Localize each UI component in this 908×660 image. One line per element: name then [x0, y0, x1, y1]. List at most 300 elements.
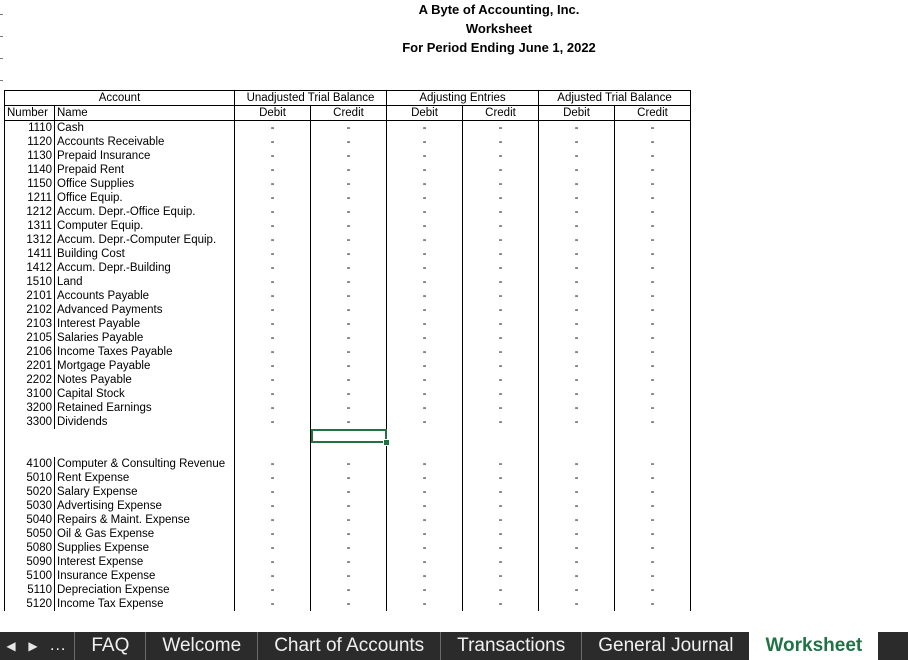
unadj-credit-cell[interactable]: -: [311, 163, 387, 177]
account-name[interactable]: Repairs & Maint. Expense: [55, 513, 235, 527]
adj-debit-cell[interactable]: -: [387, 527, 463, 541]
account-number[interactable]: 5120: [5, 597, 55, 611]
unadj-debit-cell[interactable]: -: [235, 597, 311, 611]
number-header: Number: [5, 106, 55, 121]
company-name: A Byte of Accounting, Inc.: [418, 2, 580, 17]
unadj-credit-cell[interactable]: -: [311, 219, 387, 233]
triangle-right-icon[interactable]: ▶: [28, 639, 38, 653]
unadj-credit-cell[interactable]: -: [311, 597, 387, 611]
unadj-credit-cell[interactable]: -: [311, 261, 387, 275]
adj-debit-cell[interactable]: -: [387, 177, 463, 191]
account-number[interactable]: 1212: [5, 205, 55, 219]
account-name[interactable]: Supplies Expense: [55, 541, 235, 555]
atb-credit-cell[interactable]: -: [615, 121, 691, 136]
more-tabs-button[interactable]: ...: [50, 637, 67, 654]
atb-debit-cell[interactable]: -: [539, 583, 615, 597]
account-number[interactable]: 5100: [5, 569, 55, 583]
atb-credit-cell[interactable]: -: [615, 331, 691, 345]
unadj-debit-cell[interactable]: -: [235, 191, 311, 205]
unadj-credit-cell[interactable]: -: [311, 583, 387, 597]
atb-debit-cell[interactable]: -: [539, 541, 615, 555]
unadj-debit-cell[interactable]: -: [235, 205, 311, 219]
unadj-credit-cell[interactable]: -: [311, 135, 387, 149]
atb-credit-cell[interactable]: -: [615, 527, 691, 541]
account-number[interactable]: 5040: [5, 513, 55, 527]
atb-debit-cell[interactable]: -: [539, 513, 615, 527]
unadj-credit-cell[interactable]: -: [311, 233, 387, 247]
atb-debit-cell[interactable]: -: [539, 247, 615, 261]
account-name[interactable]: Oil & Gas Expense: [55, 527, 235, 541]
adj-credit-cell[interactable]: -: [463, 121, 539, 136]
adj-debit-cell[interactable]: -: [387, 485, 463, 499]
atb-credit-cell[interactable]: -: [615, 359, 691, 373]
unadj-credit-cell[interactable]: -: [311, 569, 387, 583]
adj-debit-cell[interactable]: -: [387, 247, 463, 261]
atb-credit-cell[interactable]: -: [615, 191, 691, 205]
adj-debit-cell[interactable]: -: [387, 359, 463, 373]
table-row: [5, 555, 691, 569]
atb-debit-cell[interactable]: -: [539, 261, 615, 275]
unadj-debit-cell[interactable]: -: [235, 555, 311, 569]
account-name[interactable]: Depreciation Expense: [55, 583, 235, 597]
atb-credit-cell[interactable]: -: [615, 149, 691, 163]
adj-credit-cell[interactable]: -: [463, 261, 539, 275]
atb-credit-cell[interactable]: -: [615, 471, 691, 485]
account-number[interactable]: 3300: [5, 415, 55, 429]
account-number[interactable]: 3200: [5, 401, 55, 415]
atb-credit-cell[interactable]: -: [615, 513, 691, 527]
fill-handle[interactable]: [383, 439, 390, 446]
adj-credit-cell[interactable]: -: [463, 205, 539, 219]
account-name[interactable]: Office Equip.: [55, 191, 235, 205]
unadj-credit-cell[interactable]: -: [311, 317, 387, 331]
unadj-debit-cell[interactable]: -: [235, 275, 311, 289]
table-row: [5, 359, 691, 373]
table-row: [5, 289, 691, 303]
adj-credit-cell[interactable]: -: [463, 345, 539, 359]
unadj-credit-cell[interactable]: -: [311, 149, 387, 163]
atb-credit-cell[interactable]: -: [615, 415, 691, 429]
account-name[interactable]: Land: [55, 275, 235, 289]
table-row: [5, 275, 691, 289]
unadj-credit-cell[interactable]: -: [311, 499, 387, 513]
account-number[interactable]: 3100: [5, 387, 55, 401]
adj-credit-cell[interactable]: -: [463, 583, 539, 597]
asset-liability-equity-rows: [5, 121, 691, 430]
account-number[interactable]: 2202: [5, 373, 55, 387]
adj-debit-cell[interactable]: -: [387, 387, 463, 401]
atb-credit-cell[interactable]: -: [615, 163, 691, 177]
table-row: [5, 233, 691, 247]
account-name[interactable]: Notes Payable: [55, 373, 235, 387]
atb-credit-cell[interactable]: -: [615, 289, 691, 303]
account-number[interactable]: 2102: [5, 303, 55, 317]
atb-debit-cell[interactable]: -: [539, 359, 615, 373]
unadj-debit-cell[interactable]: -: [235, 163, 311, 177]
adj-debit-cell[interactable]: -: [387, 457, 463, 471]
unadj-debit-cell[interactable]: -: [235, 373, 311, 387]
account-name[interactable]: Capital Stock: [55, 387, 235, 401]
adj-debit-cell[interactable]: -: [387, 149, 463, 163]
adj-debit-cell[interactable]: -: [387, 331, 463, 345]
unadj-debit-cell[interactable]: -: [235, 149, 311, 163]
adj-debit-cell[interactable]: -: [387, 569, 463, 583]
adj-debit-cell[interactable]: -: [387, 289, 463, 303]
adj-credit-cell[interactable]: -: [463, 401, 539, 415]
atb-credit-cell[interactable]: -: [615, 233, 691, 247]
unadj-credit-cell[interactable]: -: [311, 345, 387, 359]
atb-debit-cell[interactable]: -: [539, 499, 615, 513]
unadj-debit-cell[interactable]: -: [235, 457, 311, 471]
adj-credit-cell[interactable]: -: [463, 135, 539, 149]
adj-credit-cell[interactable]: -: [463, 387, 539, 401]
atb-credit-cell[interactable]: -: [615, 275, 691, 289]
atb-credit-cell[interactable]: -: [615, 457, 691, 471]
unadj-credit-cell[interactable]: -: [311, 289, 387, 303]
atb-credit-cell[interactable]: -: [615, 261, 691, 275]
table-row: [5, 177, 691, 191]
worksheet-grid[interactable]: [4, 90, 691, 611]
adjusting-header: Adjusting Entries: [387, 91, 539, 106]
unadj-debit-cell[interactable]: -: [235, 387, 311, 401]
adj-debit-cell[interactable]: -: [387, 541, 463, 555]
atb-debit-cell[interactable]: -: [539, 457, 615, 471]
atb-credit-cell[interactable]: -: [615, 303, 691, 317]
unadj-credit-cell[interactable]: -: [311, 513, 387, 527]
adj-debit-cell[interactable]: -: [387, 135, 463, 149]
unadj-debit-cell[interactable]: -: [235, 135, 311, 149]
account-number[interactable]: 1211: [5, 191, 55, 205]
adj-credit-cell[interactable]: -: [463, 541, 539, 555]
adj-credit-cell[interactable]: -: [463, 471, 539, 485]
account-number[interactable]: 1110: [5, 121, 55, 136]
account-number[interactable]: 5010: [5, 471, 55, 485]
atb-credit-cell[interactable]: -: [615, 317, 691, 331]
unadj-debit-cell[interactable]: -: [235, 499, 311, 513]
adj-debit-cell[interactable]: -: [387, 471, 463, 485]
adj-credit-cell[interactable]: -: [463, 513, 539, 527]
account-number[interactable]: 1140: [5, 163, 55, 177]
account-name[interactable]: Salaries Payable: [55, 331, 235, 345]
account-number[interactable]: 1412: [5, 261, 55, 275]
atb-debit-cell[interactable]: -: [539, 233, 615, 247]
table-row: [5, 373, 691, 387]
adj-credit-cell[interactable]: -: [463, 191, 539, 205]
atb-debit-cell[interactable]: -: [539, 485, 615, 499]
account-number[interactable]: 1510: [5, 275, 55, 289]
unadj-credit-cell[interactable]: -: [311, 401, 387, 415]
adj-credit-cell[interactable]: -: [463, 247, 539, 261]
adj-debit-cell[interactable]: -: [387, 121, 463, 136]
adj-debit-cell[interactable]: -: [387, 233, 463, 247]
unadj-debit-cell[interactable]: -: [235, 233, 311, 247]
adj-credit-cell[interactable]: -: [463, 163, 539, 177]
atb-debit-cell[interactable]: -: [539, 121, 615, 136]
atb-debit-header: Debit: [539, 106, 615, 121]
atb-debit-cell[interactable]: -: [539, 471, 615, 485]
atb-debit-cell[interactable]: -: [539, 331, 615, 345]
account-number[interactable]: 1311: [5, 219, 55, 233]
atb-credit-cell[interactable]: -: [615, 219, 691, 233]
account-number[interactable]: 1150: [5, 177, 55, 191]
atb-credit-cell[interactable]: -: [615, 485, 691, 499]
tab-worksheet[interactable]: Worksheet: [749, 632, 878, 660]
atb-debit-cell[interactable]: -: [539, 163, 615, 177]
account-name[interactable]: Income Tax Expense: [55, 597, 235, 611]
atb-credit-cell[interactable]: -: [615, 387, 691, 401]
tab-general-journal[interactable]: General Journal: [581, 632, 749, 660]
account-name[interactable]: Salary Expense: [55, 485, 235, 499]
account-name[interactable]: Computer Equip.: [55, 219, 235, 233]
account-name[interactable]: Office Supplies: [55, 177, 235, 191]
unadj-credit-cell[interactable]: -: [311, 191, 387, 205]
unadj-debit-cell[interactable]: -: [235, 289, 311, 303]
unadj-credit-cell[interactable]: -: [311, 485, 387, 499]
adj-debit-cell[interactable]: -: [387, 219, 463, 233]
account-name[interactable]: Income Taxes Payable: [55, 345, 235, 359]
atb-credit-cell[interactable]: -: [615, 555, 691, 569]
account-number[interactable]: 2201: [5, 359, 55, 373]
unadj-credit-cell[interactable]: -: [311, 177, 387, 191]
unadj-credit-cell[interactable]: -: [311, 415, 387, 429]
unadj-debit-cell[interactable]: -: [235, 121, 311, 136]
atb-debit-cell[interactable]: -: [539, 205, 615, 219]
unadj-debit-cell[interactable]: -: [235, 569, 311, 583]
table-row: [5, 387, 691, 401]
selected-cell[interactable]: [311, 429, 387, 443]
blank-row: [5, 429, 691, 443]
adj-credit-cell[interactable]: -: [463, 317, 539, 331]
adj-credit-cell[interactable]: -: [463, 457, 539, 471]
account-number[interactable]: 5090: [5, 555, 55, 569]
atb-credit-cell[interactable]: -: [615, 345, 691, 359]
unadj-credit-cell[interactable]: -: [311, 471, 387, 485]
atb-debit-cell[interactable]: -: [539, 219, 615, 233]
account-name[interactable]: Interest Payable: [55, 317, 235, 331]
adj-debit-cell[interactable]: -: [387, 205, 463, 219]
adj-debit-cell[interactable]: -: [387, 415, 463, 429]
atb-credit-cell[interactable]: -: [615, 205, 691, 219]
adj-debit-cell[interactable]: -: [387, 513, 463, 527]
account-name[interactable]: Dividends: [55, 415, 235, 429]
account-name[interactable]: Accounts Receivable: [55, 135, 235, 149]
atb-credit-cell[interactable]: -: [615, 135, 691, 149]
account-number[interactable]: 5080: [5, 541, 55, 555]
account-number[interactable]: 4100: [5, 457, 55, 471]
unadj-credit-cell[interactable]: -: [311, 387, 387, 401]
unadj-credit-cell[interactable]: -: [311, 457, 387, 471]
unadj-debit-cell[interactable]: -: [235, 303, 311, 317]
adj-credit-cell[interactable]: -: [463, 569, 539, 583]
atb-debit-cell[interactable]: -: [539, 275, 615, 289]
atb-debit-cell[interactable]: -: [539, 303, 615, 317]
unadj-debit-cell[interactable]: -: [235, 317, 311, 331]
atb-credit-cell[interactable]: -: [615, 541, 691, 555]
account-number[interactable]: 5110: [5, 583, 55, 597]
unadj-debit-cell[interactable]: -: [235, 583, 311, 597]
adj-credit-cell[interactable]: -: [463, 149, 539, 163]
account-number[interactable]: 2103: [5, 317, 55, 331]
adj-credit-cell[interactable]: -: [463, 331, 539, 345]
atb-credit-cell[interactable]: -: [615, 597, 691, 611]
table-row: [5, 345, 691, 359]
account-name[interactable]: Prepaid Rent: [55, 163, 235, 177]
table-row: [5, 415, 691, 429]
account-name[interactable]: Mortgage Payable: [55, 359, 235, 373]
account-name[interactable]: Advertising Expense: [55, 499, 235, 513]
atb-credit-cell[interactable]: -: [615, 401, 691, 415]
account-name[interactable]: Prepaid Insurance: [55, 149, 235, 163]
adj-credit-cell[interactable]: -: [463, 373, 539, 387]
report-title: Worksheet: [465, 21, 533, 36]
account-name[interactable]: Retained Earnings: [55, 401, 235, 415]
account-number[interactable]: 2106: [5, 345, 55, 359]
atb-debit-cell[interactable]: -: [539, 177, 615, 191]
unadj-credit-cell[interactable]: -: [311, 527, 387, 541]
atb-debit-cell[interactable]: -: [539, 597, 615, 611]
atb-debit-cell[interactable]: -: [539, 345, 615, 359]
tab-faq[interactable]: FAQ: [74, 632, 145, 660]
unadj-credit-cell[interactable]: -: [311, 247, 387, 261]
adj-credit-header: Credit: [463, 106, 539, 121]
adj-credit-cell[interactable]: -: [463, 485, 539, 499]
triangle-left-icon[interactable]: ◀: [6, 639, 16, 653]
adj-credit-cell[interactable]: -: [463, 177, 539, 191]
unadj-debit-cell[interactable]: -: [235, 345, 311, 359]
atb-credit-cell[interactable]: -: [615, 177, 691, 191]
unadj-credit-cell[interactable]: -: [311, 359, 387, 373]
account-number[interactable]: 2105: [5, 331, 55, 345]
unadj-credit-cell[interactable]: -: [311, 121, 387, 136]
account-number[interactable]: 2101: [5, 289, 55, 303]
adj-debit-cell[interactable]: -: [387, 191, 463, 205]
atb-debit-cell[interactable]: -: [539, 401, 615, 415]
account-name[interactable]: Accum. Depr.-Office Equip.: [55, 205, 235, 219]
adj-debit-cell[interactable]: -: [387, 373, 463, 387]
account-name[interactable]: Rent Expense: [55, 471, 235, 485]
adj-debit-cell[interactable]: -: [387, 261, 463, 275]
report-header: [300, 0, 698, 57]
account-number[interactable]: 1411: [5, 247, 55, 261]
account-number[interactable]: 1120: [5, 135, 55, 149]
atb-debit-cell[interactable]: -: [539, 527, 615, 541]
adj-debit-cell[interactable]: -: [387, 401, 463, 415]
adj-debit-cell[interactable]: -: [387, 499, 463, 513]
account-name[interactable]: Accounts Payable: [55, 289, 235, 303]
atb-credit-cell[interactable]: -: [615, 583, 691, 597]
adj-debit-cell[interactable]: -: [387, 275, 463, 289]
atb-debit-cell[interactable]: -: [539, 289, 615, 303]
adj-credit-cell[interactable]: -: [463, 527, 539, 541]
atb-credit-cell[interactable]: -: [615, 247, 691, 261]
atb-debit-cell[interactable]: -: [539, 387, 615, 401]
unadj-credit-cell[interactable]: -: [311, 275, 387, 289]
atb-debit-cell[interactable]: -: [539, 569, 615, 583]
adj-credit-cell[interactable]: -: [463, 597, 539, 611]
account-name[interactable]: Accum. Depr.-Building: [55, 261, 235, 275]
unadj-credit-cell[interactable]: -: [311, 555, 387, 569]
unadj-debit-cell[interactable]: -: [235, 247, 311, 261]
adj-debit-cell[interactable]: -: [387, 555, 463, 569]
adj-debit-cell[interactable]: -: [387, 345, 463, 359]
unadj-credit-cell[interactable]: -: [311, 303, 387, 317]
adj-credit-cell[interactable]: -: [463, 499, 539, 513]
unadj-credit-cell[interactable]: -: [311, 373, 387, 387]
account-number[interactable]: 1130: [5, 149, 55, 163]
adj-credit-cell[interactable]: -: [463, 289, 539, 303]
adj-credit-cell[interactable]: -: [463, 359, 539, 373]
account-name[interactable]: Insurance Expense: [55, 569, 235, 583]
adj-debit-cell[interactable]: -: [387, 317, 463, 331]
atb-debit-cell[interactable]: -: [539, 149, 615, 163]
unadj-credit-cell[interactable]: -: [311, 205, 387, 219]
unadj-debit-cell[interactable]: -: [235, 485, 311, 499]
unadj-debit-cell[interactable]: -: [235, 401, 311, 415]
adj-credit-cell[interactable]: -: [463, 415, 539, 429]
unadj-debit-cell[interactable]: -: [235, 527, 311, 541]
unadj-debit-cell[interactable]: -: [235, 541, 311, 555]
tab-chart-of-accounts[interactable]: Chart of Accounts: [257, 632, 440, 660]
unadj-debit-cell[interactable]: -: [235, 359, 311, 373]
table-row: [5, 247, 691, 261]
account-name[interactable]: Accum. Depr.-Computer Equip.: [55, 233, 235, 247]
adj-credit-cell[interactable]: -: [463, 555, 539, 569]
unadj-debit-cell[interactable]: -: [235, 471, 311, 485]
account-number[interactable]: 5020: [5, 485, 55, 499]
account-name[interactable]: Cash: [55, 121, 235, 136]
adj-credit-cell[interactable]: -: [463, 219, 539, 233]
table-row: [5, 191, 691, 205]
account-name[interactable]: Interest Expense: [55, 555, 235, 569]
atb-debit-cell[interactable]: -: [539, 317, 615, 331]
table-row: [5, 597, 691, 611]
adj-credit-cell[interactable]: -: [463, 303, 539, 317]
atb-debit-cell[interactable]: -: [539, 191, 615, 205]
atb-debit-cell[interactable]: -: [539, 415, 615, 429]
adj-debit-cell[interactable]: -: [387, 163, 463, 177]
account-name[interactable]: Building Cost: [55, 247, 235, 261]
unadj-credit-cell[interactable]: -: [311, 541, 387, 555]
account-number[interactable]: 5050: [5, 527, 55, 541]
tab-welcome[interactable]: Welcome: [145, 632, 257, 660]
account-number[interactable]: 1312: [5, 233, 55, 247]
unadj-debit-cell[interactable]: -: [235, 261, 311, 275]
unadj-debit-cell[interactable]: -: [235, 177, 311, 191]
tab-transactions[interactable]: Transactions: [440, 632, 581, 660]
account-name[interactable]: Computer & Consulting Revenue: [55, 457, 235, 471]
adj-credit-cell[interactable]: -: [463, 275, 539, 289]
table-row: [5, 541, 691, 555]
unadj-debit-cell[interactable]: -: [235, 331, 311, 345]
atb-debit-cell[interactable]: -: [539, 373, 615, 387]
unadj-credit-cell[interactable]: -: [311, 331, 387, 345]
atb-debit-cell[interactable]: -: [539, 555, 615, 569]
adj-credit-cell[interactable]: -: [463, 233, 539, 247]
atb-credit-cell[interactable]: -: [615, 569, 691, 583]
table-row: [5, 303, 691, 317]
unadj-debit-cell[interactable]: -: [235, 219, 311, 233]
adj-debit-cell[interactable]: -: [387, 583, 463, 597]
atb-credit-cell[interactable]: -: [615, 373, 691, 387]
unadj-debit-cell[interactable]: -: [235, 513, 311, 527]
adj-debit-cell[interactable]: -: [387, 303, 463, 317]
unadj-debit-cell[interactable]: -: [235, 415, 311, 429]
atb-debit-cell[interactable]: -: [539, 135, 615, 149]
atb-credit-cell[interactable]: -: [615, 499, 691, 513]
account-name[interactable]: Advanced Payments: [55, 303, 235, 317]
adj-debit-cell[interactable]: -: [387, 597, 463, 611]
account-number[interactable]: 5030: [5, 499, 55, 513]
